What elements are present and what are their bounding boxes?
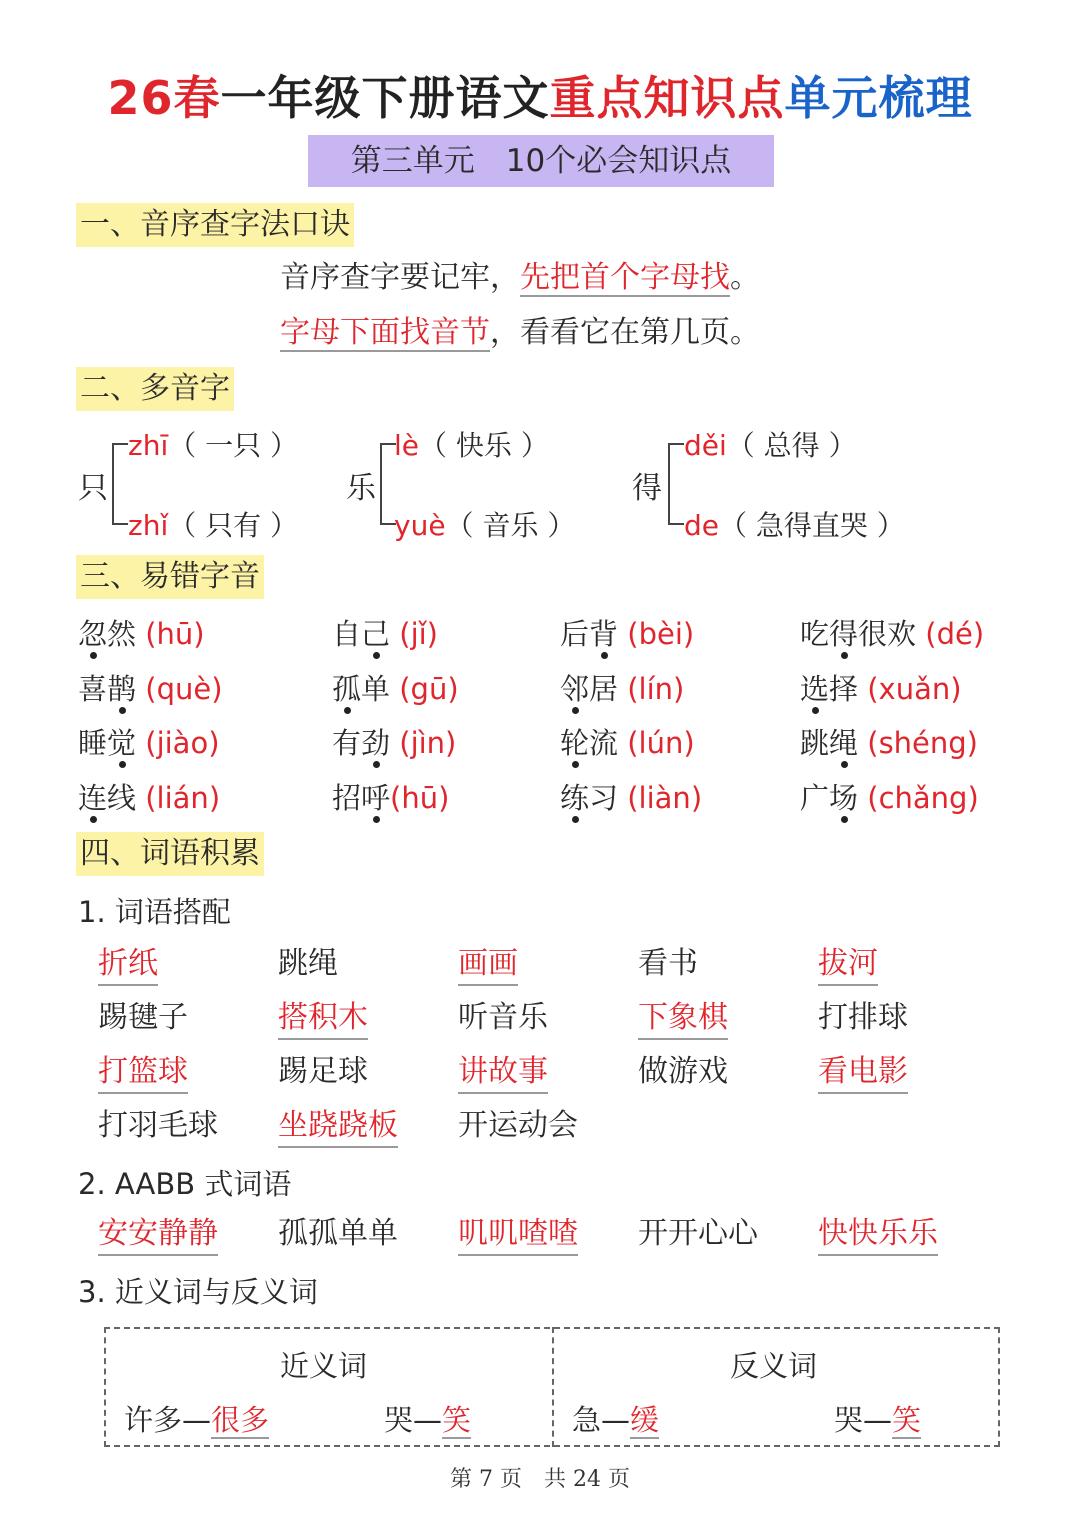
title-part-3: 重点知识点 — [549, 71, 785, 125]
example-word: 跳绳 — [278, 946, 338, 981]
pronunciation-item: 有劲 (jìn) — [332, 726, 457, 760]
polyphone-top: zhī（ 一只 ） — [128, 429, 299, 462]
brace — [668, 443, 684, 525]
example-word: 踢毽子 — [98, 1000, 188, 1035]
example-word: 听音乐 — [458, 1000, 548, 1035]
rhyme-1c: 。 — [730, 260, 760, 295]
answer-word: 看电影 — [818, 1052, 908, 1094]
rhyme-1b: 先把首个字母找 — [520, 260, 730, 295]
pinyin: (liàn) — [627, 781, 703, 815]
pinyin: (xuǎn) — [867, 672, 962, 706]
polyphone-top: lè（ 快乐 ） — [394, 429, 549, 462]
pinyin: (què) — [145, 672, 223, 706]
pronunciation-item: 选择 (xuǎn) — [800, 672, 962, 706]
answer-word: 下象棋 — [638, 998, 728, 1040]
pinyin: (lún) — [627, 726, 695, 760]
pronunciation-item: 自己 (jǐ) — [332, 617, 438, 651]
pronunciation-item: 后背 (bèi) — [560, 617, 695, 651]
antonym-header: 反义词 — [730, 1349, 818, 1383]
polyphone-bottom: de（ 急得直哭 ） — [684, 509, 905, 542]
rhyme-line-2 — [280, 313, 760, 353]
pinyin: (bèi) — [627, 617, 695, 651]
answer-word: 折纸 — [98, 944, 158, 986]
title-part-1: 26春 — [107, 71, 221, 125]
pronunciation-item: 邻居 (lín) — [560, 672, 685, 706]
answer-word: 快快乐乐 — [818, 1214, 938, 1256]
pinyin: (lín) — [627, 672, 685, 706]
example-word: 看书 — [638, 946, 698, 981]
page-title — [0, 62, 1080, 128]
pronunciation-item: 跳绳 (shéng) — [800, 726, 978, 760]
section-1-heading: 一、音序查字法口诀 — [76, 203, 354, 247]
synonym-pair: 许多—很多 — [124, 1403, 270, 1437]
rhyme-2b: ，看看它在第几页。 — [490, 315, 760, 350]
example-word: 踢足球 — [278, 1054, 368, 1089]
answer-word: 打篮球 — [98, 1052, 188, 1094]
section-4-heading: 四、词语积累 — [76, 832, 264, 876]
antonym-pair: 急—缓 — [572, 1403, 660, 1437]
example-word: 开开心心 — [638, 1216, 758, 1251]
answer-word: 叽叽喳喳 — [458, 1214, 578, 1256]
polyphone-top: děi（ 总得 ） — [684, 429, 857, 462]
unit-subtitle: 第三单元 10个必会知识点 — [308, 135, 774, 187]
answer-word: 安安静静 — [98, 1214, 218, 1256]
pronunciation-item: 喜鹊 (què) — [78, 672, 223, 706]
polyphone-bottom: zhǐ（ 只有 ） — [128, 509, 299, 542]
answer-word: 讲故事 — [458, 1052, 548, 1094]
answer-word: 坐跷跷板 — [278, 1106, 398, 1148]
section-2-heading: 二、多音字 — [76, 367, 234, 411]
example-word: 打排球 — [818, 1000, 908, 1035]
pinyin: (jiào) — [145, 726, 220, 760]
pronunciation-item: 练习 (liàn) — [560, 781, 703, 815]
rhyme-2a: 字母下面找音节 — [280, 315, 490, 350]
pronunciation-item: 睡觉 (jiào) — [78, 726, 220, 760]
pinyin: (dé) — [925, 617, 985, 651]
pronunciation-item: 广场 (chǎng) — [800, 781, 979, 815]
example-word: 开运动会 — [458, 1108, 578, 1143]
pronunciation-item: 连线 (lián) — [78, 781, 221, 815]
rhyme-1a: 音序查字要记牢， — [280, 260, 520, 295]
polyphone-char: 得 — [632, 471, 662, 506]
polyphone-bottom: yuè（ 音乐 ） — [394, 509, 576, 542]
page-footer: 第 7 页 共 24 页 — [450, 1467, 630, 1492]
pinyin: (chǎng) — [867, 781, 979, 815]
antonym-pair: 哭—笑 — [834, 1403, 922, 1437]
subsection-synonyms-antonyms: 3. 近义词与反义词 — [78, 1275, 318, 1309]
pinyin: (jǐ) — [399, 617, 438, 651]
polyphone-char: 乐 — [346, 471, 376, 506]
polyphone-char: 只 — [78, 471, 108, 506]
example-word: 打羽毛球 — [98, 1108, 218, 1143]
pinyin: (lián) — [145, 781, 221, 815]
synonym-pair: 哭—笑 — [384, 1403, 472, 1437]
title-part-4: 单元梳理 — [784, 71, 973, 125]
table-divider — [552, 1327, 554, 1447]
pinyin: (gū) — [399, 672, 459, 706]
subsection-word-pairs: 1. 词语搭配 — [78, 895, 231, 929]
pinyin: (shéng) — [867, 726, 978, 760]
answer-word: 拔河 — [818, 944, 878, 986]
pronunciation-item: 招呼(hū) — [332, 781, 450, 815]
pronunciation-item: 忽然 (hū) — [78, 617, 205, 651]
pinyin: (hū) — [390, 781, 450, 815]
pinyin: (hū) — [145, 617, 205, 651]
pronunciation-item: 孤单 (gū) — [332, 672, 459, 706]
pronunciation-item: 轮流 (lún) — [560, 726, 695, 760]
rhyme-line-1 — [280, 258, 760, 298]
example-word: 孤孤单单 — [278, 1216, 398, 1251]
answer-word: 搭积木 — [278, 998, 368, 1040]
brace — [112, 443, 128, 525]
answer-word: 画画 — [458, 944, 518, 986]
pinyin: (jìn) — [399, 726, 457, 760]
section-3-heading: 三、易错字音 — [76, 555, 264, 599]
title-part-2: 一年级下册语文 — [220, 71, 550, 125]
synonym-header: 近义词 — [280, 1349, 368, 1383]
subsection-aabb: 2. AABB 式词语 — [78, 1167, 292, 1201]
pronunciation-item: 吃得很欢 (dé) — [800, 617, 985, 651]
example-word: 做游戏 — [638, 1054, 728, 1089]
